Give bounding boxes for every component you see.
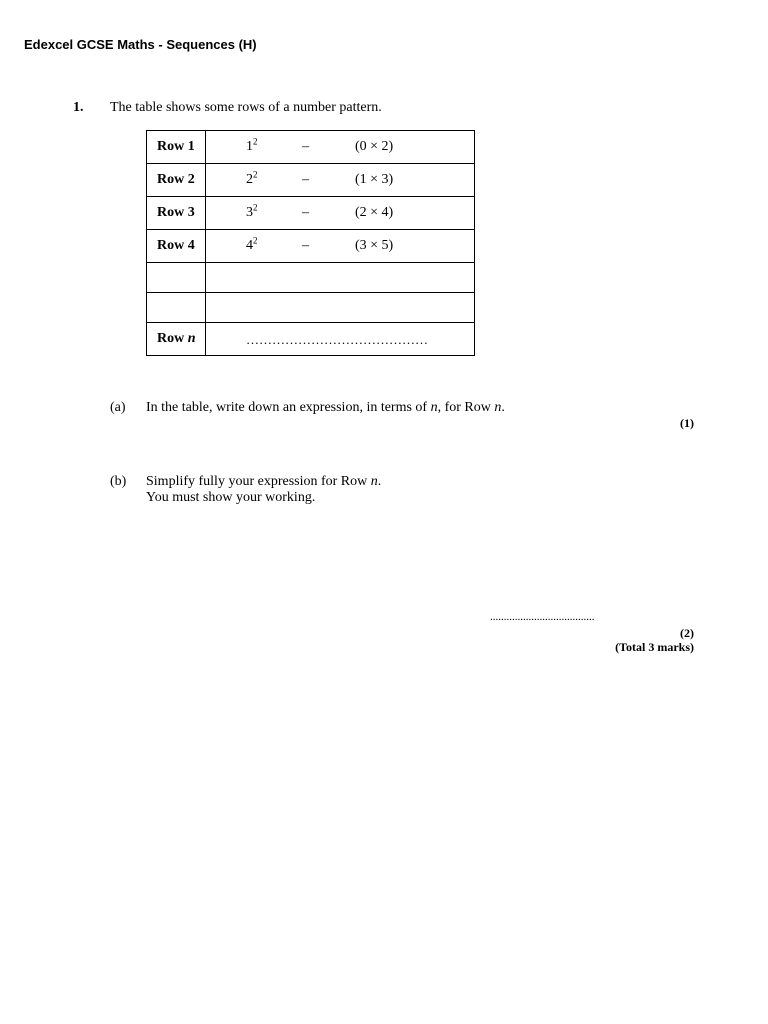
- row-expression: [206, 230, 475, 263]
- answer-dotted-line: ……………………………………: [246, 332, 428, 347]
- row-expression: [206, 131, 475, 164]
- blank-row: [147, 293, 475, 323]
- part-b-marks: (2): [680, 626, 694, 640]
- blank-row: [147, 263, 475, 293]
- question-text: The table shows some rows of a number pattern.: [110, 100, 382, 115]
- row-n: [147, 323, 475, 356]
- product-term: (2 × 4): [355, 205, 394, 220]
- part-a-label: (a): [110, 400, 126, 415]
- table-row: [147, 131, 475, 164]
- square-term: $4^2$: [246, 235, 258, 253]
- product-term: (1 × 3): [355, 172, 394, 187]
- minus-sign: –: [302, 139, 309, 154]
- square-term: $2^2$: [246, 169, 258, 187]
- blank-label-cell[interactable]: [147, 293, 206, 323]
- total-marks: (Total 3 marks): [615, 640, 694, 654]
- part-b-label: (b): [110, 474, 127, 489]
- product-term: (0 × 2): [355, 139, 394, 154]
- minus-sign: –: [302, 172, 309, 187]
- row-label: Row 4: [147, 230, 206, 263]
- table-row: [147, 164, 475, 197]
- part-a-marks: (1): [680, 416, 694, 430]
- number-pattern-table: [146, 130, 475, 356]
- blank-expression-cell[interactable]: [206, 293, 475, 323]
- blank-expression-cell[interactable]: [206, 263, 475, 293]
- part-b-text: [146, 474, 381, 506]
- row-n-label: Row n: [147, 323, 206, 356]
- row-label: Row 3: [147, 197, 206, 230]
- row-expression: [206, 197, 475, 230]
- minus-sign: –: [302, 238, 309, 253]
- part-b-line-1: Simplify fully your expression for Row n.: [146, 474, 382, 489]
- part-b-line-2: You must show your working.: [146, 490, 316, 505]
- square-term: $1^2$: [246, 136, 258, 154]
- blank-label-cell[interactable]: [147, 263, 206, 293]
- part-b-answer-line[interactable]: ......................................: [490, 611, 595, 623]
- table-row: [147, 197, 475, 230]
- row-label: Row 1: [147, 131, 206, 164]
- product-term: (3 × 5): [355, 238, 394, 253]
- part-a-text: In the table, write down an expression, in terms of n, for Row n.: [146, 400, 505, 415]
- row-expression: [206, 164, 475, 197]
- square-term: $3^2$: [246, 202, 258, 220]
- table-row: [147, 230, 475, 263]
- row-label: Row 2: [147, 164, 206, 197]
- document-title: Edexcel GCSE Maths - Sequences (H): [24, 37, 257, 52]
- row-n-answer-field[interactable]: [206, 323, 475, 356]
- question-number: 1.: [73, 100, 84, 115]
- minus-sign: –: [302, 205, 309, 220]
